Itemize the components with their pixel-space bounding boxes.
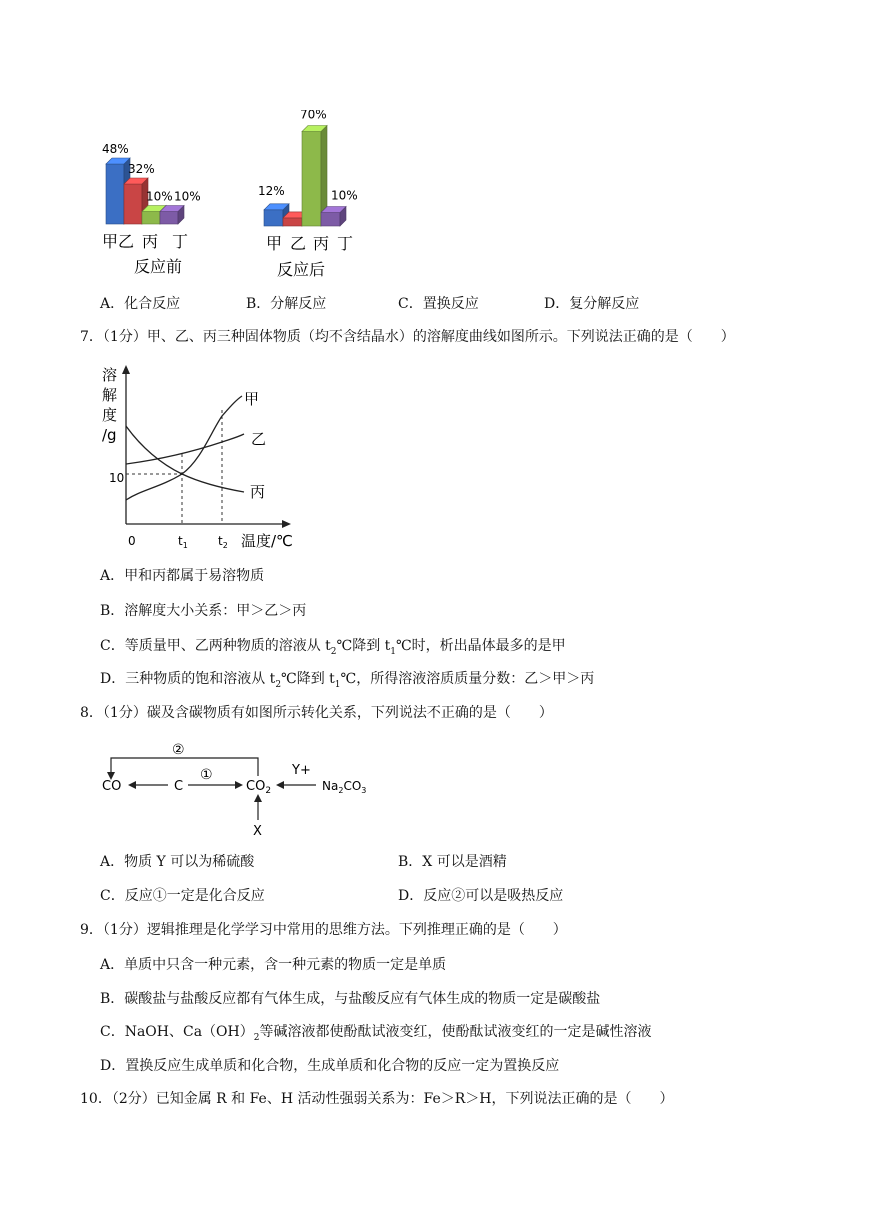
after-cat-label-ding: 丁 (337, 234, 354, 253)
q7-option-a[interactable]: A．甲和丙都属于易溶物质 (100, 568, 265, 584)
q8-option-c[interactable]: C．反应①一定是化合反应 (100, 888, 265, 904)
chart-before-value-label-2: 32% (128, 162, 155, 176)
arrow-c-to-co2-head (235, 781, 243, 789)
q9-c-sub: 2 (253, 1032, 260, 1043)
q8-figure (96, 736, 386, 842)
chart-after-bar-丁 (321, 213, 340, 227)
chart-after-bar-丙 (302, 132, 321, 227)
arrow-c-to-co-head (128, 781, 136, 789)
q9-option-c[interactable] (100, 1023, 651, 1047)
q6-option-b[interactable]: B．分解反应 (246, 296, 327, 312)
formula-co2: $CO_2$ (246, 779, 272, 796)
arrow-co2-to-co (111, 758, 258, 776)
label-yi: 乙 (251, 430, 267, 448)
chart-before-bar-丙 (142, 212, 160, 225)
curve-bing (126, 426, 244, 492)
x-t1: $t_1$ (178, 534, 188, 550)
q9-stem: 9．（1分）逻辑推理是化学学习中常用的思维方法。下列推理正确的是（ ） (80, 922, 567, 938)
chart-after-bar-乙 (283, 218, 302, 226)
q7-figure (96, 362, 306, 554)
step1-label: ① (200, 767, 213, 783)
curve-yi (126, 434, 244, 464)
formula-c: C (174, 779, 184, 794)
chart-after-value-label-3: 10% (331, 188, 358, 203)
chart-before-bar-乙 (124, 184, 142, 224)
x-axis-label: 温度/℃ (241, 532, 293, 550)
chart-after (258, 110, 358, 226)
chart-before-bar-丁 (160, 212, 178, 225)
chart-before-value-label-1: 48% (102, 142, 129, 156)
after-cat-label-yi: 乙 (290, 234, 307, 253)
reagent-x: X (253, 824, 262, 839)
before-cat-labels-2: 丙 (142, 232, 159, 251)
q7-d-part2: ℃降到 t (281, 671, 335, 687)
solubility-curve-graph (96, 362, 306, 554)
q8-option-a[interactable]: A．物质 Y 可以为稀硫酸 (100, 854, 255, 870)
q8-option-d[interactable]: D．反应②可以是吸热反应 (398, 888, 564, 904)
ylabel-char-2: 解 (102, 386, 118, 404)
q6-bar-charts (96, 110, 396, 286)
q8-stem: 8．（1分）碳及含碳物质有如图所示转化关系，下列说法不正确的是（ ） (80, 705, 553, 721)
step2-label: ② (172, 742, 185, 758)
ylabel-char-4: /g (102, 426, 117, 444)
chart-after-value-label-1: 12% (258, 183, 285, 198)
q9-option-a[interactable]: A．单质中只含一种元素，含一种元素的物质一定是单质 (100, 957, 447, 973)
q10-stem: 10．（2分）已知金属 R 和 Fe、H 活动性强弱关系为：Fe＞R＞H，下列说法正确的是（ ） (80, 1091, 674, 1107)
x-origin: 0 (128, 534, 136, 548)
q7-stem: 7．（1分）甲、乙、丙三种固体物质（均不含结晶水）的溶解度曲线如图所示。下列说法正确的是（ ） (80, 329, 735, 345)
chart-before-value-label-4: 10% (174, 189, 201, 204)
q7-option-b[interactable]: B．溶解度大小关系：甲＞乙＞丙 (100, 603, 307, 619)
arrow-x-to-co2-head (254, 794, 262, 802)
before-cat-labels-3: 丁 (172, 232, 189, 251)
q6-option-d[interactable]: D．复分解反应 (544, 296, 640, 312)
before-caption: 反应前 (134, 257, 183, 276)
q7-d-sub1: 1 (334, 679, 341, 690)
chart-after-bar-甲 (264, 210, 283, 226)
q7-c-part3: ℃时，析出晶体最多的是甲 (396, 638, 566, 654)
reagent-y: Y+ (292, 763, 311, 778)
q9-option-b[interactable]: B．碳酸盐与盐酸反应都有气体生成，与盐酸反应有气体生成的物质一定是碳酸盐 (100, 991, 601, 1007)
label-jia: 甲 (244, 390, 260, 408)
q7-d-part3: ℃，所得溶液溶质质量分数：乙＞甲＞丙 (340, 671, 595, 687)
q6-figure (96, 110, 396, 286)
after-cat-label-jia: 甲 (266, 234, 283, 253)
q7-c-part1: C．等质量甲、乙两种物质的溶液从 t (100, 638, 331, 654)
chart-before-value-label-3: 10% (146, 189, 173, 204)
after-caption: 反应后 (277, 260, 326, 279)
y-tick-10: 10 (109, 471, 125, 485)
before-cat-labels-1: 甲乙 (102, 232, 135, 251)
ylabel-char-1: 溶 (102, 366, 118, 384)
formula-co: CO (102, 779, 122, 794)
y-axis-arrow (122, 365, 130, 374)
carbon-conversion-diagram (96, 736, 386, 842)
q9-option-d[interactable]: D．置换反应生成单质和化合物，生成单质和化合物的反应一定为置换反应 (100, 1058, 560, 1074)
q8-option-b[interactable]: B．X 可以是酒精 (398, 854, 507, 870)
x-axis-arrow (282, 520, 291, 528)
chart-before (102, 142, 201, 224)
q7-option-d[interactable] (100, 670, 594, 694)
q7-c-part2: ℃降到 t (336, 638, 391, 654)
chart-before-bar-甲 (106, 164, 124, 224)
ylabel-char-3: 度 (102, 406, 118, 424)
x-t2: $t_2$ (218, 534, 228, 550)
curve-jia (126, 396, 242, 500)
after-cat-label-bing: 丙 (313, 234, 330, 253)
q6-option-c[interactable]: C．置换反应 (398, 296, 479, 312)
q7-d-part1: D．三种物质的饱和溶液从 t (100, 671, 276, 687)
q6-option-a[interactable]: A．化合反应 (100, 296, 181, 312)
formula-na2co3: $Na_2CO_3$ (322, 779, 367, 795)
arrow-na2co3-to-co2-head (276, 781, 284, 789)
q7-c-sub1: 1 (390, 646, 397, 657)
q7-c-sub2: 2 (330, 646, 337, 657)
chart-after-value-label-2: 70% (300, 110, 327, 122)
q7-option-c[interactable] (100, 637, 566, 661)
q7-d-sub2: 2 (275, 679, 282, 690)
q9-c-part1: C．NaOH、Ca（OH） (100, 1024, 254, 1040)
q9-c-part2: 等碱溶液都使酚酞试液变红，使酚酞试液变红的一定是碱性溶液 (259, 1024, 652, 1040)
label-bing: 丙 (250, 483, 266, 501)
